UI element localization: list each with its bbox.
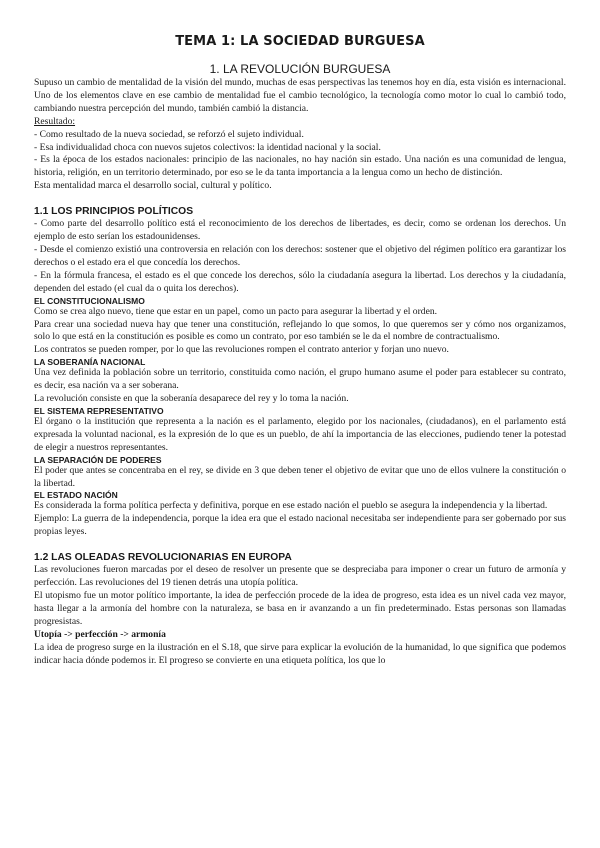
heading-estado-nacion: EL ESTADO NACIÓN	[34, 490, 118, 501]
constitucionalismo-paragraph: Para crear una sociedad nueva hay que tener una constitución, reflejando lo que somos, lo que queremos ser y cómo nos organizamos, solo lo que está en la constitución es posible es como un contrato, por eso también se le da el nombre de contractualismo.	[34, 318, 566, 343]
principle-point: - Como parte del desarrollo político está el reconocimiento de los derechos de libertades, es decir, como se ordenan los derechos. Un ejemplo de esto serían los estadounidenses.	[34, 218, 566, 243]
representativo-paragraph: El órgano o la institución que representa a la nación es el parlamento, elegido por los nacionales, (ciudadanos), en el parlamento está expresada la voluntad nacional, es la expresión de lo que es un pueblo, de ahí la importancia de las elecciones, pudiendo tener la potestad de elegir a nuestros representantes.	[34, 415, 566, 453]
constitucionalismo-paragraph: Como se crea algo nuevo, tiene que estar en un papel, como un pacto para asegurar la libertad y el orden.	[34, 305, 438, 317]
oleadas-final-paragraph: La idea de progreso surge en la ilustración en el S.18, que sirve para explicar la evolución de la humanidad, lo que significa que podemos indicar hacia dónde podemos ir. El progreso se convierte en una etiqueta política, los que lo	[34, 641, 566, 666]
heading-sistema-representativo: EL SISTEMA REPRESENTATIVO	[34, 405, 164, 416]
constitucionalismo-paragraph: Los contratos se pueden romper, por lo que las revoluciones rompen el contrato anterior y forjan uno nuevo.	[34, 344, 449, 356]
oleadas-paragraph: Las revoluciones fueron marcadas por el deseo de resolver un presente que se despreciaba para imponer o crear un futuro de armonía y perfección. Las revoluciones del 19 tienen detrás una utopía política.	[34, 564, 566, 589]
heading-separacion-poderes: LA SEPARACIÓN DE PODERES	[34, 454, 162, 465]
result-item: - Como resultado de la nueva sociedad, se reforzó el sujeto individual.	[34, 128, 304, 140]
result-item: - Esa individualidad choca con nuevos sujetos colectivos: la identidad nacional y la social.	[34, 141, 381, 153]
heading-soberania-nacional: LA SOBERANÍA NACIONAL	[34, 357, 146, 368]
section1-closing: Esta mentalidad marca el desarrollo social, cultural y político.	[34, 180, 272, 192]
estado-nacion-paragraph: Es considerada la forma política perfecta y definitiva, porque en ese estado nación el pueblo se asegura la independencia y la libertad.	[34, 500, 548, 512]
section-heading-revolucion-burguesa: 1. LA REVOLUCIÓN BURGUESA	[209, 62, 391, 76]
separacion-paragraph: El poder que antes se concentraba en el rey, se divide en 3 que deben tener el objetivo de evitar que uno de ellos vulnere la constitución o la libertad.	[34, 464, 566, 489]
oleadas-paragraph: El utopismo fue un motor político importante, la idea de perfección procede de la idea de progreso, esta idea es un nivel cada vez mayor, hasta llegar a la armonía del hombre con la naturaleza, se basa en ir avanzando a un fin predeterminado. Estas personas son llamadas progresistas.	[34, 590, 566, 627]
result-item: - Es la época de los estados nacionales: principio de las nacionales, no hay nación sin estado. Una nación es una comunidad de lengua, historia, religión, en un territorio determinado, por eso se le da tanta importancia a la lengua como un hecho de distinción.	[34, 154, 566, 179]
soberania-paragraph: La revolución consiste en que la soberanía desaparece del rey y lo toma la nación.	[34, 393, 349, 405]
section-heading-oleadas-revolucionarias: 1.2 LAS OLEADAS REVOLUCIONARIAS EN EUROPA	[34, 552, 292, 564]
section-heading-principios-politicos: 1.1 LOS PRINCIPIOS POLÍTICOS	[34, 206, 194, 218]
result-label: Resultado:	[34, 115, 76, 127]
document-title: TEMA 1: LA SOCIEDAD BURGUESA	[175, 34, 425, 49]
section1-intro: Supuso un cambio de mentalidad de la visión del mundo, muchas de esas perspectivas las tenemos hoy en día, esta visión es internacional. Uno de los elementos clave en ese cambio de mentalidad fue el cambio tecnológico, la tecnología como motor lo cual lo cambió todo, cambiando nuestra percepción del mundo, también cambió la distancia.	[34, 77, 566, 114]
principle-point: - Desde el comienzo existió una controversia en relación con los derechos: sostener que el objetivo del régimen político era garantizar los derechos o el estado era el que concedía los derechos.	[34, 243, 566, 268]
soberania-paragraph: Una vez definida la población sobre un territorio, constituida como nación, el grupo humano asume el poder para establecer su contrato, es decir, esa nación va a ser soberana.	[34, 367, 566, 392]
utopia-formula: Utopía -> perfección -> armonía	[34, 628, 166, 640]
principle-point: - En la fórmula francesa, el estado es el que concede los derechos, sólo la ciudadanía asegura la libertad. Los derechos y la ciudadanía, dependen del estado (el cual da o quita los derechos).	[34, 269, 566, 294]
estado-nacion-paragraph: Ejemplo: La guerra de la independencia, porque la idea era que el estado nacional necesitaba ser independiente para ser gobernado por sus propias leyes.	[34, 513, 566, 538]
heading-constitucionalismo: EL CONSTITUCIONALISMO	[34, 295, 145, 306]
